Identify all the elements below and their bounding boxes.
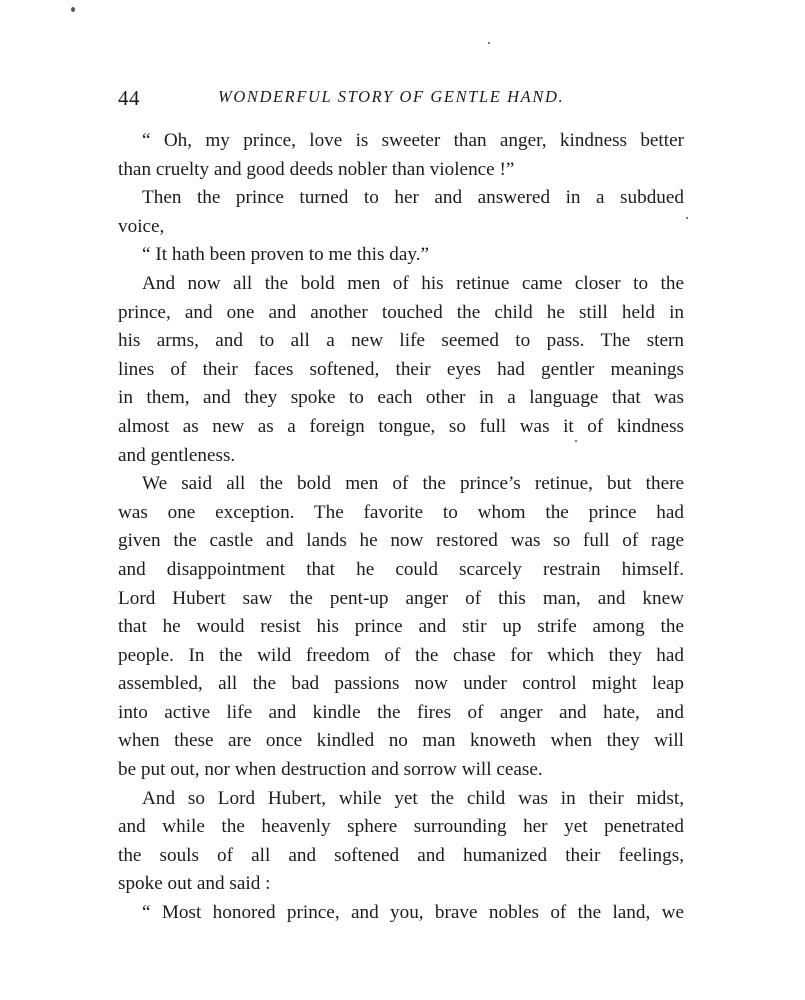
ink-speck — [71, 7, 75, 12]
text-line: “ Oh, my prince, love is sweeter than anger, kindness better — [142, 130, 684, 151]
body-text — [118, 127, 684, 928]
text-line: almost as new as a foreign tongue, so full was it of kindness — [118, 415, 684, 437]
text-line: assembled, all the bad passions now under control might leap — [118, 673, 684, 695]
text-line: Lord Hubert saw the pent-up anger of this man, and knew — [118, 587, 684, 609]
text-line: and gentleness. — [118, 444, 236, 466]
ink-speck — [488, 42, 490, 44]
text-line: was one exception. The favorite to whom the prince had — [118, 501, 684, 523]
text-line: voice, — [118, 215, 165, 237]
text-line: And now all the bold men of his retinue came closer to the — [142, 272, 684, 294]
text-line: than cruelty and good deeds nobler than violence !” — [118, 158, 515, 180]
page-header — [118, 86, 684, 110]
page-number: 44 — [118, 86, 140, 110]
text-line: the souls of all and softened and humanized their feelings, — [118, 844, 684, 866]
text-line: lines of their faces softened, their eyes had gentler meanings — [118, 358, 684, 380]
text-line: be put out, nor when destruction and sorrow will cease. — [118, 759, 543, 781]
text-line: We said all the bold men of the prince’s retinue, but there — [142, 473, 684, 495]
text-line: his arms, and to all a new life seemed to pass. The stern — [118, 330, 684, 352]
text-line: And so Lord Hubert, while yet the child was in their midst, — [142, 787, 684, 809]
running-title: WONDERFUL STORY OF GENTLE HAND. — [218, 87, 565, 106]
text-line: and while the heavenly sphere surrounding her yet penetrated — [118, 816, 684, 838]
text-line: and disappointment that he could scarcely restrain himself. — [118, 558, 684, 580]
text-line: “ Most honored prince, and you, brave nobles of the land, we — [142, 902, 684, 924]
text-line: “ It hath been proven to me this day.” — [142, 244, 430, 266]
text-line: into active life and kindle the fires of anger and hate, and — [118, 701, 684, 723]
text-line: when these are once kindled no man knoweth when they will — [118, 730, 684, 752]
text-line: Then the prince turned to her and answered in a subdued — [142, 187, 684, 209]
ink-speck — [686, 217, 688, 219]
text-line: prince, and one and another touched the child he still held in — [118, 301, 684, 323]
text-line: people. In the wild freedom of the chase for which they had — [118, 644, 684, 666]
text-line: given the castle and lands he now restored was so full of rage — [118, 530, 684, 552]
text-line: that he would resist his prince and stir up strife among the — [118, 616, 684, 638]
text-line: in them, and they spoke to each other in a language that was — [118, 387, 684, 409]
text-line: spoke out and said : — [118, 873, 271, 895]
